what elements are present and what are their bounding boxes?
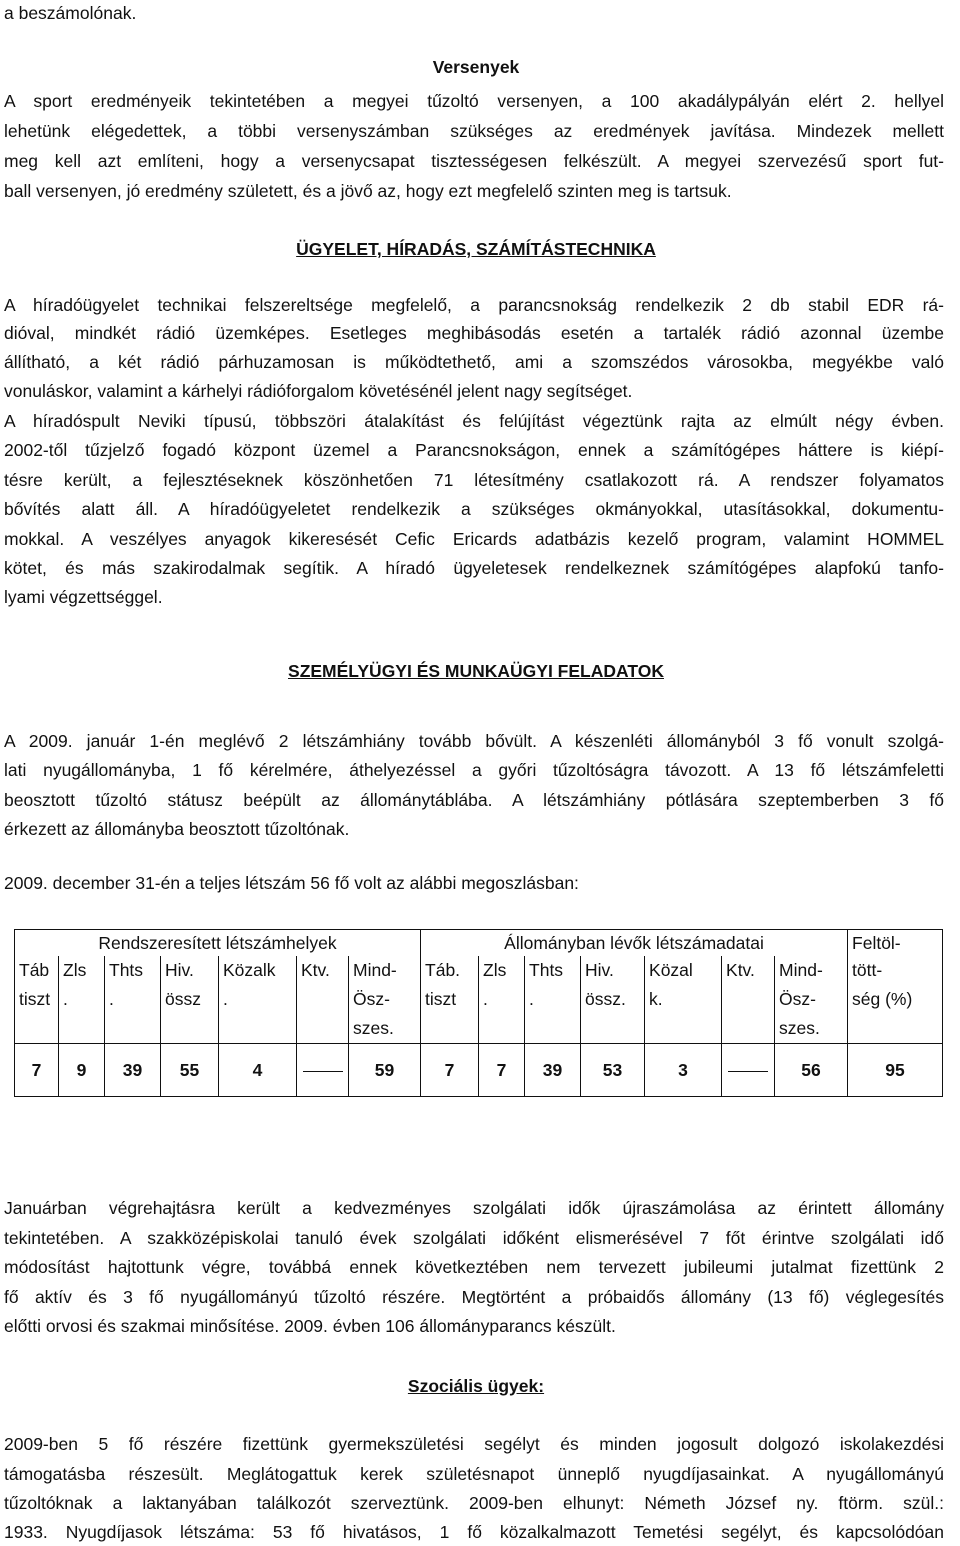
paragraph-line: módosítást hajtottunk végre, továbbá ennek következtében nem tervezett jubileumi jutalmat fizettünk 2 <box>4 1257 944 1277</box>
table-cell: 9 <box>59 1044 105 1097</box>
column-header: Közalk . <box>219 956 297 1044</box>
table-cell: 3 <box>645 1044 722 1097</box>
paragraph-line: lehetünk elégedettek, a többi versenyszámban szükséges az eredmények javítása. Mindezek mellett <box>4 121 944 141</box>
column-header-feltoltottseg: tött- ség (%) <box>848 956 943 1044</box>
table-intro: 2009. december 31-én a teljes létszám 56 fő volt az alábbi megoszlásban: <box>4 873 579 893</box>
column-header: Thts . <box>105 956 161 1044</box>
section-title-szocialis: Szociális ügyek: <box>407 1376 545 1396</box>
paragraph-line: állítható, a két rádió párhuzamosan is működtethető, ami a szomszédos városokba, megyékbe való <box>4 352 944 372</box>
paragraph-line: támogatásba részesült. Meglátogattuk kerek születésnapot ünneplő nyugdíjasainkat. A nyugállományú <box>4 1464 944 1484</box>
section-title-ugyelet: ÜGYELET, HÍRADÁS, SZÁMÍTÁSTECHNIKA <box>296 239 656 259</box>
paragraph-line: tekintetében. A szakközépiskolai tanuló évek szolgálati időként elismerésével 7 főt érintve szolgálati idő <box>4 1228 944 1248</box>
paragraph-line: 2002-től tűzjelző fogadó központ üzemel a Parancsnokságon, ennek a számítógépes háttere is kiépí- <box>4 440 944 460</box>
paragraph-line: 2009-ben 5 fő részére fizettünk gyermekszületési segélyt és minden jogosult dolgozó iskolakezdési <box>4 1434 944 1454</box>
paragraph-line: meg kell azt említeni, hogy a versenycsapat tisztességesen felkészült. A megyei szervezésű sport fut- <box>4 151 944 171</box>
paragraph-line: kötet, és más szakirodalmak segítik. A híradó ügyeletesek rendelkeznek számítógépes alapfokú tanfo- <box>4 558 944 578</box>
column-header: Zls . <box>59 956 105 1044</box>
column-header: Táb tiszt <box>15 956 59 1044</box>
column-header: Ktv. <box>722 956 775 1044</box>
paragraph-line: lati nyugállományba, 1 fő kérelmére, áthelyezéssel a győri tűzoltóságra távozott. A 13 fő létszámfeletti <box>4 760 944 780</box>
table-cell-empty <box>722 1044 775 1097</box>
paragraph-line: A híradóügyelet technikai felszereltsége megfelelő, a parancsnokság rendelkezik 2 db stabil EDR rá- <box>4 295 944 315</box>
paragraph-line: lyami végzettséggel. <box>4 587 163 607</box>
table-cell: 55 <box>161 1044 219 1097</box>
group-header-rendszeresitett: Rendszeresített létszámhelyek <box>15 930 421 957</box>
column-header: Mind- Ösz- szes. <box>349 956 421 1044</box>
paragraph-line: A 2009. január 1-én meglévő 2 létszámhiány tovább bővült. A készenléti állományból 3 fő vonult szolgá- <box>4 731 944 751</box>
column-header: Thts . <box>525 956 581 1044</box>
paragraph-line: bővítés alatt áll. A híradóügyeletet rendelkezik a szükséges okmányokkal, utasításokkal, dokumentu- <box>4 499 944 519</box>
paragraph-line: tűzoltóknak a laktanyában találkozót szerveztünk. 2009-ben elhunyt: Németh József ny. ftörm. szül.: <box>4 1493 944 1513</box>
section-title-versenyek: Versenyek <box>432 57 520 77</box>
column-header: Hiv. össz <box>161 956 219 1044</box>
paragraph-line: A sport eredményeik tekintetében a megyei tűzoltó versenyen, a 100 akadálypályán elért 2. hellyel <box>4 91 944 111</box>
table-cell: 7 <box>479 1044 525 1097</box>
table-column-header-row <box>15 956 943 1044</box>
staffing-table <box>14 929 943 1097</box>
paragraph-line: A híradóspult Neviki típusú, többszöri átalakítást és felújítást végeztünk rajta az elmúlt négy évben. <box>4 411 944 431</box>
table-group-header-row <box>15 930 943 957</box>
paragraph-line: beosztott tűzoltó státusz beépült az állománytáblába. A létszámhiány pótlására szeptemberben 3 fő <box>4 790 944 810</box>
table-cell-empty <box>297 1044 349 1097</box>
paragraph-line: Januárban végrehajtásra került a kedvezményes szolgálati idők újraszámolása az érintett állomány <box>4 1198 944 1218</box>
column-header: Zls . <box>479 956 525 1044</box>
table-row <box>15 1044 943 1097</box>
paragraph-line: vonuláskor, valamint a kárhelyi rádióforgalom követésénél jelent nagy segítséget. <box>4 381 633 401</box>
dash-mark <box>303 1071 343 1072</box>
paragraph-line: fő aktív és 3 fő nyugállományú tűzoltó részére. Megtörtént a próbaidős állomány (13 fő) véglegesítés <box>4 1287 944 1307</box>
section-title-szemelyugyi: SZEMÉLYÜGYI ÉS MUNKAÜGYI FELADATOK <box>288 661 664 681</box>
column-header-feltoltottseg-top: Feltöl- <box>848 930 943 957</box>
paragraph-line: érkezett az állományba beosztott tűzoltónak. <box>4 819 350 839</box>
intro-line: a beszámolónak. <box>4 3 137 23</box>
column-header: Ktv. <box>297 956 349 1044</box>
table-cell: 7 <box>15 1044 59 1097</box>
column-header: Hiv. össz. <box>581 956 645 1044</box>
column-header: Közal k. <box>645 956 722 1044</box>
paragraph-line: előtti orvosi és szakmai minősítése. 2009. évben 106 állományparancs készült. <box>4 1316 616 1336</box>
table-cell: 39 <box>105 1044 161 1097</box>
dash-mark <box>728 1071 768 1072</box>
table-cell: 7 <box>421 1044 479 1097</box>
column-header: Táb. tiszt <box>421 956 479 1044</box>
paragraph-line: 1933. Nyugdíjasok létszáma: 53 fő hivatásos, 1 fő közalkalmazott Temetési segélyt, és kapcsolódóan <box>4 1522 944 1542</box>
group-header-allomany: Állományban lévők létszámadatai <box>421 930 848 957</box>
table-cell: 4 <box>219 1044 297 1097</box>
table-cell: 56 <box>775 1044 848 1097</box>
table-cell: 53 <box>581 1044 645 1097</box>
paragraph-line: dióval, mindkét rádió üzemképes. Esetleges meghibásodás esetén a tartalék rádió azonnal üzembe <box>4 323 944 343</box>
paragraph-line: ball versenyen, jó eredmény született, és a jövő az, hogy ezt megfelelő szinten meg is tartsuk. <box>4 181 732 201</box>
table-cell: 95 <box>848 1044 943 1097</box>
column-header: Mind- Ösz- szes. <box>775 956 848 1044</box>
paragraph-line: tésre került, a fejlesztéseknek köszönhetően 71 létesítmény csatlakozott rá. A rendszer folyamatos <box>4 470 944 490</box>
table-cell: 39 <box>525 1044 581 1097</box>
table-cell: 59 <box>349 1044 421 1097</box>
paragraph-line: mokkal. A veszélyes anyagok kikeresését Cefic Ericards adatbázis kezelő program, valamint HOMMEL <box>4 529 944 549</box>
